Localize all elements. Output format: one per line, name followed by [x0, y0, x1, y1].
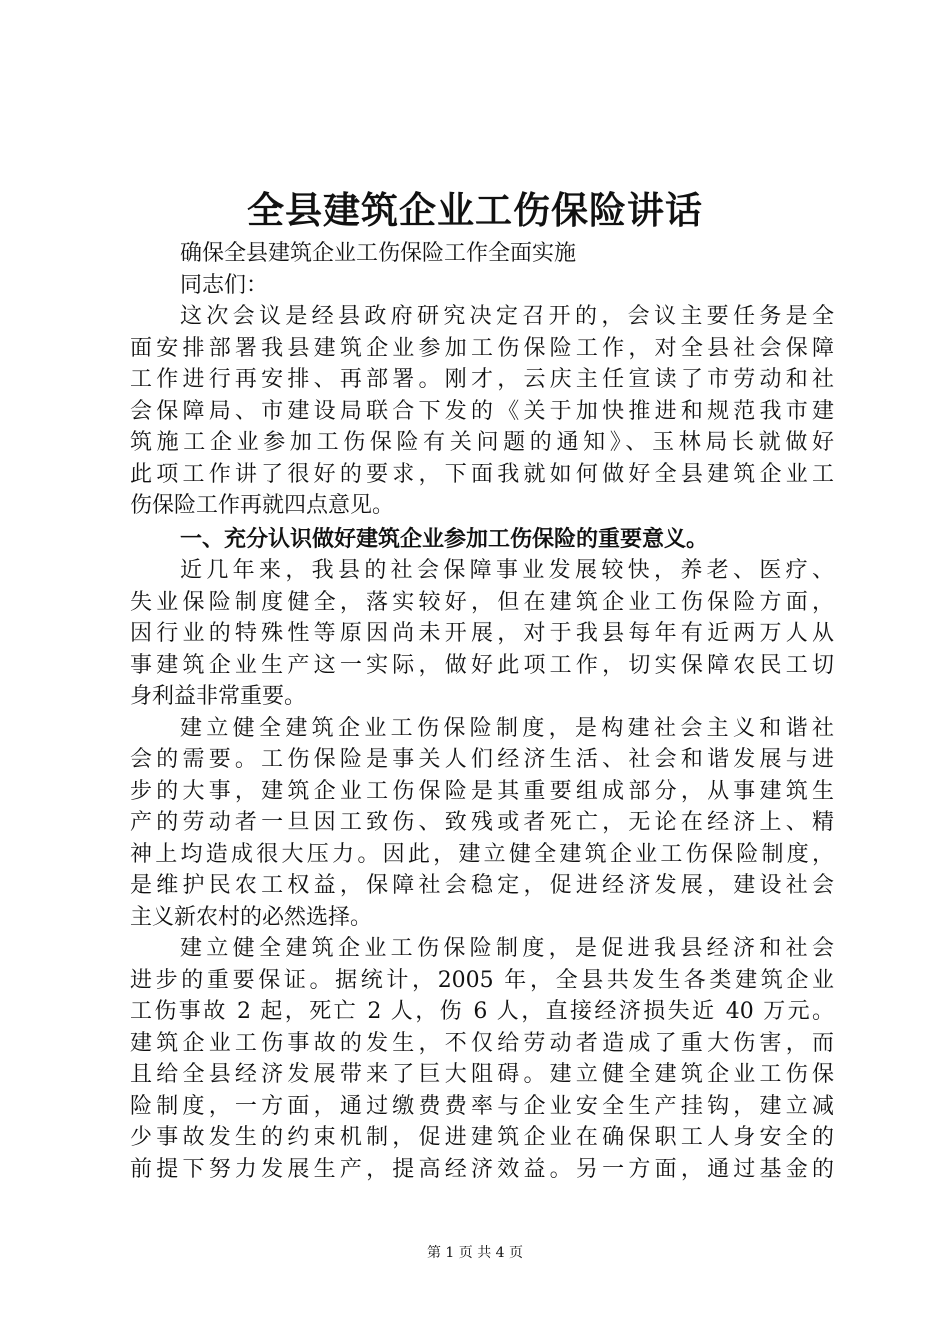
section-heading: 一、充分认识做好建筑企业参加工伤保险的重要意义。 — [180, 525, 709, 552]
document-body — [130, 238, 834, 1185]
paragraph-line: 伤保险工作再就四点意见。 — [130, 493, 395, 518]
paragraph-line: 筑施工企业参加工伤保险有关问题的通知》、玉林局长就做好 — [130, 430, 834, 455]
paragraph-line: 近几年来，我县的社会保障事业发展较快，养老、医疗、 — [180, 558, 834, 583]
paragraph-line: 建筑企业工伤事故的发生，不仅给劳动者造成了重大伤害，而 — [130, 1030, 834, 1056]
paragraph-line: 是维护民农工权益，保障社会稳定，促进经济发展，建设社会 — [130, 873, 834, 898]
paragraph-line: 面安排部署我县建筑企业参加工伤保险工作，对全县社会保障 — [130, 335, 834, 361]
paragraph-line: 建立健全建筑企业工伤保险制度，是促进我县经济和社会 — [180, 936, 834, 961]
paragraph-line: 步的大事，建筑企业工伤保险是其重要组成部分，从事建筑生 — [130, 778, 834, 804]
paragraph-line: 失业保险制度健全，落实较好，但在建筑企业工伤保险方面， — [130, 589, 834, 615]
paragraph-line: 产的劳动者一旦因工致伤、致残或者死亡，无论在经济上、精 — [130, 810, 834, 835]
paragraph-line: 身利益非常重要。 — [130, 684, 307, 709]
paragraph-line: 因行业的特殊性等原因尚未开展，对于我县每年有近两万人从 — [130, 621, 834, 646]
paragraph-line: 会保障局、市建设局联合下发的《关于加快推进和规范我市建 — [130, 398, 834, 424]
salutation-line: 同志们： — [180, 272, 269, 298]
paragraph-line: 前提下努力发展生产，提高经济效益。另一方面，通过基金的 — [130, 1156, 834, 1182]
paragraph-line: 此项工作讲了很好的要求，下面我就如何做好全县建筑企业工 — [130, 461, 834, 487]
paragraph-line: 进步的重要保证。据统计，2005 年，全县共发生各类建筑企业 — [130, 967, 834, 993]
paragraph-line: 险制度，一方面，通过缴费费率与企业安全生产挂钩，建立减 — [130, 1093, 834, 1119]
paragraph-line: 建立健全建筑企业工伤保险制度，是构建社会主义和谐社 — [180, 715, 834, 741]
paragraph-line: 且给全县经济发展带来了巨大阻碍。建立健全建筑企业工伤保 — [130, 1062, 834, 1087]
paragraph-line: 会的需要。工伤保险是事关人们经济生活、社会和谐发展与进 — [130, 747, 834, 772]
paragraph-line: 工伤事故 2 起，死亡 2 人，伤 6 人，直接经济损失近 40 万元。 — [130, 999, 834, 1024]
document-title: 全县建筑企业工伤保险讲话 — [247, 188, 703, 232]
paragraph-line: 这次会议是经县政府研究决定召开的，会议主要任务是全 — [180, 304, 834, 329]
paragraph-line: 少事故发生的约束机制，促进建筑企业在确保职工人身安全的 — [130, 1125, 834, 1150]
subtitle-line: 确保全县建筑企业工伤保险工作全面实施 — [180, 241, 577, 266]
paragraph-line: 工作进行再安排、再部署。刚才，云庆主任宣读了市劳动和社 — [130, 367, 834, 392]
paragraph-line: 神上均造成很大压力。因此，建立健全建筑企业工伤保险制度， — [130, 841, 834, 867]
paragraph-line: 事建筑企业生产这一实际，做好此项工作，切实保障农民工切 — [130, 652, 834, 678]
page-number-footer: 第 1 页 共 4 页 — [426, 1245, 524, 1261]
paragraph-line: 主义新农村的必然选择。 — [130, 904, 373, 930]
